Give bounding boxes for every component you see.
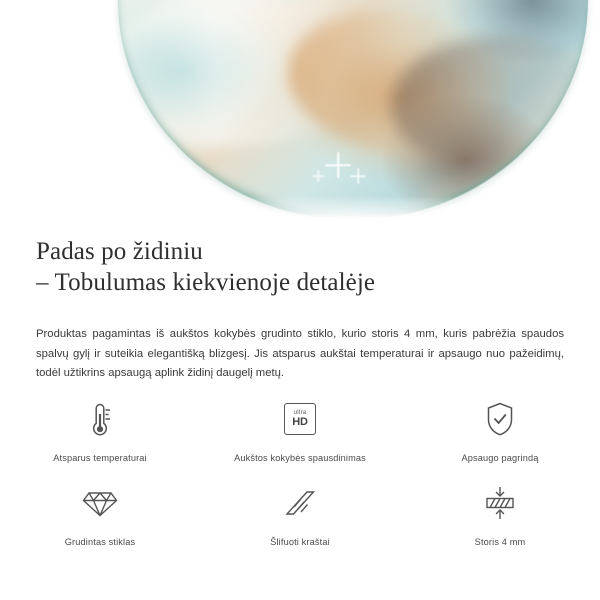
feature-label: Grudintas stiklas xyxy=(64,537,136,547)
feature-label: Atsparus temperaturai xyxy=(53,453,147,463)
feature-label: Apsaugo pagrindą xyxy=(461,453,539,463)
feature-item xyxy=(200,392,400,464)
feature-item xyxy=(0,476,200,548)
headline-line-2: – Tobulumas kiekvienoje detalėje xyxy=(36,269,376,296)
diamond-icon xyxy=(77,480,123,526)
feature-label: Storis 4 mm xyxy=(474,537,526,547)
glass-disc-graphic xyxy=(118,0,588,220)
content-block xyxy=(0,222,600,395)
thermometer-icon xyxy=(77,396,123,442)
description-paragraph: Produktas pagamintas iš aukštos kokybės grudinto stiklo, kurio storis 4 mm, kuris pabrėžia spaudos spalvų gylį ir suteikia elegantišką blizgesį. Jis atsparus aukštai temperaturai ir apsaugo nuo pažeidimų, todėl užtikrins apsaugą aplink židinį daugelį metų. xyxy=(36,328,564,380)
feature-label: Šlifuoti kraštai xyxy=(270,537,330,547)
feature-item xyxy=(400,476,600,548)
hero-fade-overlay xyxy=(0,196,600,222)
hero-image xyxy=(0,0,600,222)
page-title xyxy=(0,222,600,298)
shield-check-icon xyxy=(477,396,523,442)
feature-item xyxy=(400,392,600,464)
ultra-hd-badge-bottom: HD xyxy=(292,416,308,428)
feature-grid xyxy=(0,392,600,548)
feature-item xyxy=(200,476,400,548)
ultra-hd-badge-top: ultra xyxy=(293,410,307,416)
thickness-arrows-icon xyxy=(477,480,523,526)
polished-edge-icon xyxy=(277,480,323,526)
headline-line-1: Padas po židiniu xyxy=(36,238,203,265)
feature-label: Aukštos kokybės spausdinimas xyxy=(234,453,366,463)
ultra-hd-icon xyxy=(277,396,323,442)
feature-item xyxy=(0,392,200,464)
